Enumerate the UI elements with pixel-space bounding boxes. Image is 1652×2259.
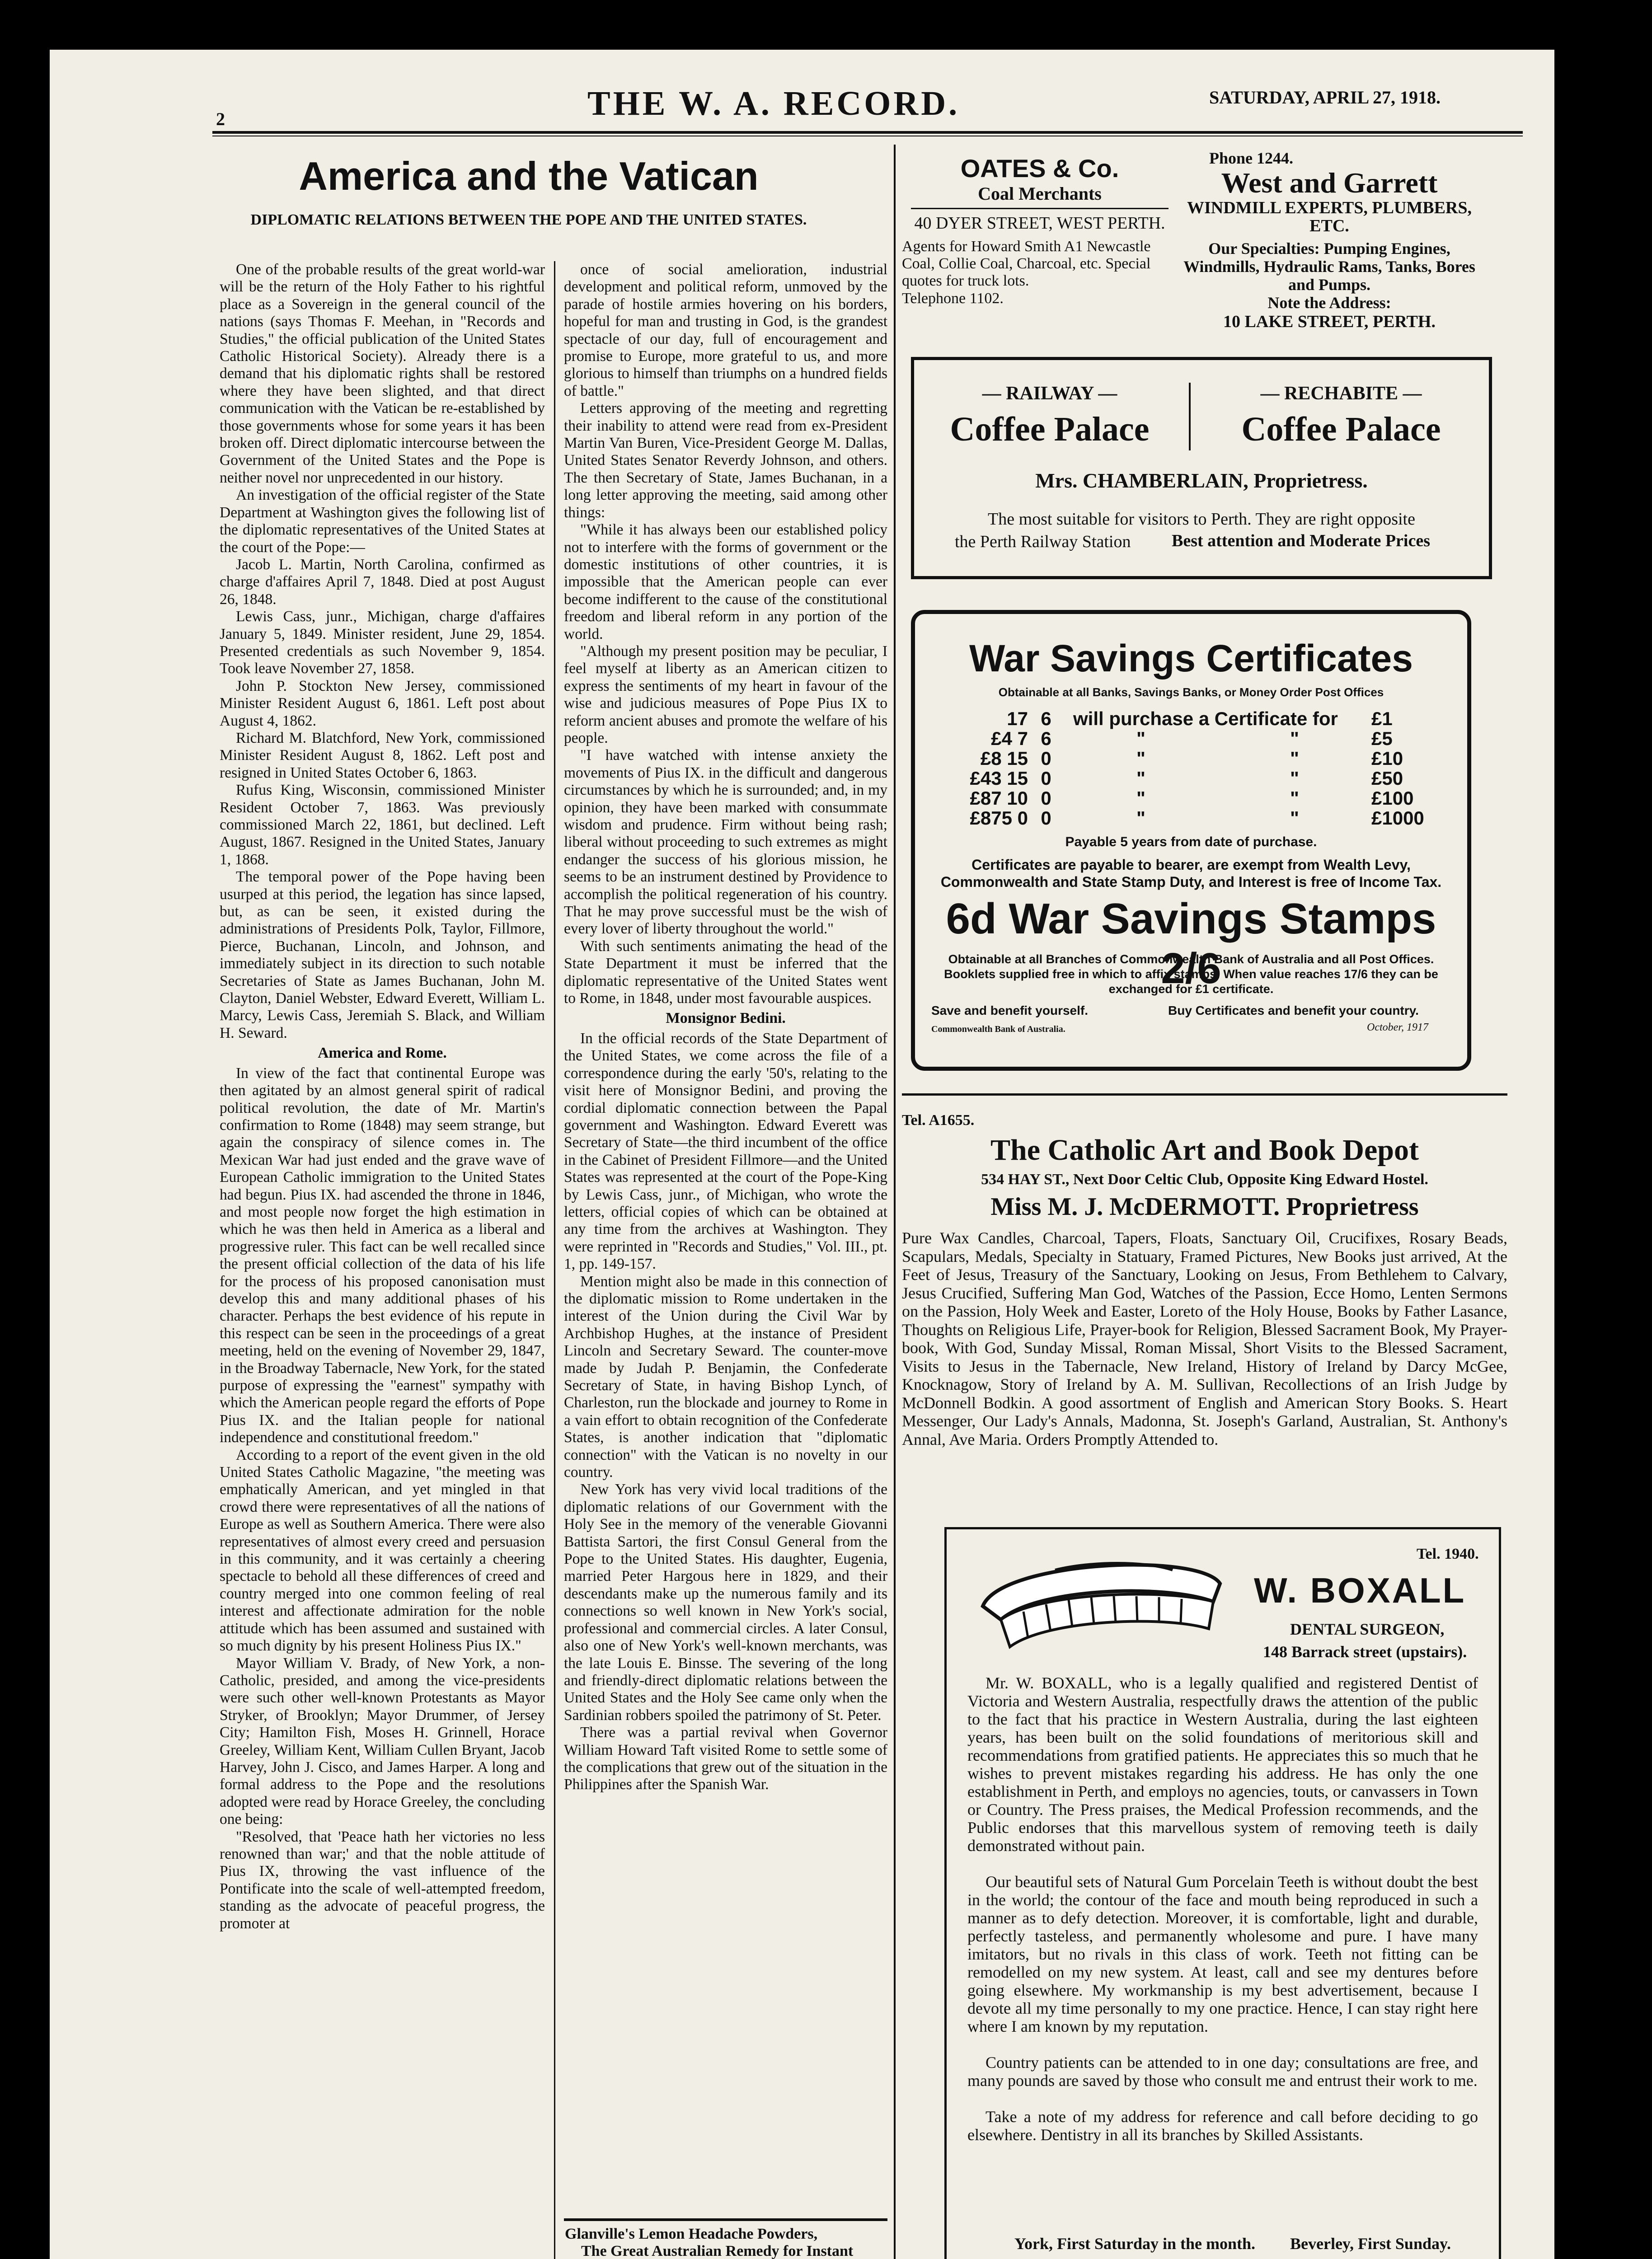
depot-body: Pure Wax Candles, Charcoal, Tapers, Floats, Sanctuary Oil, Crucifixes, Rosary Beads, Scapulars, Medals, Specialty in Statuary, Framed Pictures, New Books just arrived, At the Feet of Jesus, Treasury of the Sanctuary, Looking on Jesus, From Bethlehem to Calvary, Jesus Crucified, Suffering Man God, Watches of the Passion, Ecce Homo, Lenten Sermons on the Passion, Holy Week and Easter, Loreto of the Holy House, Books by Father Lasance, Thoughts on Religious Life, Prayer-book for Religion, Blessed Sacrament Book, My Prayer-book, With God, Sunday Missal, Roman Missal, Short Visits to the Blessed Sacrament, Visits to Jesus in the Tabernacle, New Ireland, History of Ireland by Darcy McGee, Knocknagow, Story of Ireland by A. M. Sullivan, Recollections of an Irish Judge by McDonnell Bodkin. A good assortment of English and American Story Books. S. Heart Messenger, Our Lady's Annals, Madonna, St. Joseph's Garland, Australian, St. Anthony's Annal, Ave Maria. Orders Promptly Attended to.	[902, 1229, 1507, 1448]
paragraph: One of the probable results of the great world-war will be the return of the Holy Father to his rightful place as a Sovereign in the general council of the nations (says Thomas F. Meehan, in "Records and Studies," the official publication of the United States Catholic Historical Society). Already there is a demand that his diplomatic rights shall be restored where they have been slighted, and that direct communication with the Vatican be re-established by those governments whose for some years it has been broken off. Direct diplomatic intercourse between the Government of the United States and the Pope is neither novel nor unprecedented in our history.	[220, 261, 545, 486]
masthead-date: SATURDAY, APRIL 27, 1918.	[1209, 87, 1441, 108]
glanville-ad	[565, 2226, 887, 2259]
coffee-proprietor: Mrs. CHAMBERLAIN, Proprietress.	[1035, 469, 1368, 492]
war-savings-bank: Commonwealth Bank of Australia.	[931, 1024, 1065, 1034]
war-savings-payable: Payable 5 years from date of purchase.	[1065, 834, 1317, 849]
oates-body: Agents for Howard Smith A1 Newcastle Coal, Collie Coal, Charcoal, etc. Special quotes for truck lots.	[902, 238, 1151, 289]
paragraph: New York has very vivid local traditions of the diplomatic relations of our Government with the Holy See in the memory of the venerable Giovanni Battista Sartori, the first Consul General from the Pope to the United States. His daughter, Eugenia, married Peter Hargous here in 1829, and their descendants make up the numerous family and its connections so well known in New York's social, professional and commercial circles. A later Consul, also one of New York's well-known merchants, was the late Louis E. Binsse. The severing of the long and friendly-direct diplomatic relations between the United States and the Holy See came only when the Sardinian robbers spoiled the patrimony of St. Peter.	[564, 1481, 887, 1724]
depot-name: The Catholic Art and Book Depot	[990, 1134, 1419, 1167]
oates-rule	[911, 208, 1169, 209]
boxall-trade: DENTAL SURGEON,	[1290, 1620, 1445, 1638]
boxall-paragraph: Mr. W. BOXALL, who is a legally qualified and registered Dentist of Victoria and Western Australia, respectfully draws the attention of the public to the fact that his practice in Western Australia, during the last eighteen years, has been built on the solid foundations of meritorious skill and recommendations from gratified patients. He appreciates this so much that he wishes to prevent mistakes regarding his address. He has only the one establishment in Perth, and employs no agencies, touts, or canvassers in Town or Country. The Press praises, the Medical Profession recommends, and the Public endorses that this marvellous system of removing teeth is daily demonstrated without pain.	[967, 1674, 1478, 1855]
paragraph: "Although my present position may be peculiar, I feel myself at liberty as an American citizen to express the sentiments of my heart in favour of the wise and judicious measures of Pope Pius IX to reform ancient abuses and promote the welfare of his people.	[564, 642, 887, 746]
paragraph: "Resolved, that 'Peace hath her victories no less renowned than war;' and that the noble attitude of Pius IX, throwing the vast influence of the Pontificate into the scale of well-attempted freedom, standing as the advocate of peaceful progress, the promoter at	[220, 1828, 545, 1932]
ads-divider	[894, 145, 896, 2259]
article-headline: America and the Vatican	[299, 154, 759, 198]
west-garrett-note: Note the Address:	[1267, 294, 1391, 312]
paragraph: once of social amelioration, industrial development and political reform, unmoved by the parade of hostile armies hovering on his borders, hopeful for man and trusting in God, is the grandest spectacle of our day, full of encouragement and promise to Europe, more grateful to us, and more glorious to himself than triumphs on a hundred fields of battle."	[564, 261, 887, 399]
cert-row: £875 0 0 " " £1000	[970, 807, 1424, 829]
oates-phone: Telephone 1102.	[902, 290, 1004, 307]
section-subhead: America and Rome.	[318, 1045, 447, 1062]
boxall-paragraph: Country patients can be attended to in one day; consultations are free, and many pounds are saved by those who consult me and entrust their work to me.	[967, 2053, 1478, 2090]
war-savings-buy: Buy Certificates and benefit your country.	[1168, 1003, 1419, 1017]
paragraph: Rufus King, Wisconsin, commissioned Minister Resident October 7, 1863. Was previously commissioned March 22, 1861, but declined. Left August, 1867. Resigned in the United States, January 1, 1868.	[220, 782, 545, 868]
section-subhead: Monsignor Bedini.	[666, 1010, 786, 1027]
paragraph: Mention might also be made in this connection of the diplomatic mission to Rome undertaken in the interest of the Union during the Civil War by Archbishop Hughes, at the instance of President Lincoln and Secretary Seward. The counter-move made by Judah P. Benjamin, the Confederate Secretary of State, in having Bishop Lynch, of Charleston, run the blockade and journey to Rome in a vain effort to obtain recognition of the Confederate States, is another indication that "diplomatic connection" with the Vatican is no novelty in our country.	[564, 1273, 887, 1481]
paragraph: With such sentiments animating the head of the State Department it must be inferred that the diplomatic representative of the United States went to Rome, in 1848, under most favourable auspices.	[564, 937, 887, 1007]
west-garrett-phone: Phone 1244.	[1209, 149, 1294, 167]
war-savings-subtitle: Obtainable at all Banks, Savings Banks, or Money Order Post Offices	[998, 685, 1384, 699]
boxall-body	[967, 1674, 1478, 2144]
boxall-paragraph: Our beautiful sets of Natural Gum Porcelain Teeth is without doubt the best in the world; the contour of the face and mouth being reproduced in such a manner as to defy detection. Moreover, it is comfortable, light and durable, perfectly tasteless, and permanently wholesome and pure. I have many imitators, but no rivals in this class of work. Teeth not fitting can be remodelled on my new system. At least, call and see my dentures before going elsewhere. My workmanship is my best advertisement, because I devote all my time personally to my one practice. Hence, I can stay right here where I am known by my reputation.	[967, 1873, 1478, 2035]
west-garrett-address: 10 LAKE STREET, PERTH.	[1223, 312, 1436, 331]
section-rule	[902, 1093, 1507, 1096]
oates-trade: Coal Merchants	[978, 183, 1102, 204]
coffee-palace-ad	[911, 357, 1492, 579]
war-savings-cert-note: Certificates are payable to bearer, are exempt from Wealth Levy, Commonwealth and State Stamp Duty, and Interest is free of Income Tax.	[940, 857, 1442, 890]
boxall-ad	[944, 1527, 1501, 2259]
page-number: 2	[216, 109, 225, 129]
paragraph: Lewis Cass, junr., Michigan, charge d'affaires January 5, 1849. Minister resident, June 29, 1854. Presented credentials as such November 9, 1854. Took leave November 27, 1858.	[220, 608, 545, 677]
paragraph: There was a partial revival when Governor William Howard Taft visited Rome to settle some of the complications that grew out of the situation in the Philippines after the Spanish War.	[564, 1724, 887, 1793]
cert-row: £87 10 0 " " £100	[970, 787, 1414, 809]
cert-row: £43 15 0 " " £50	[970, 768, 1403, 789]
coffee-line2a: the Perth Railway Station	[955, 532, 1131, 551]
war-savings-date: October, 1917	[1367, 1022, 1428, 1033]
oates-ad	[902, 154, 1178, 308]
boxall-beverley: Beverley, First Sunday.	[1290, 2235, 1451, 2253]
depot-proprietor: Miss M. J. McDERMOTT. Proprietress	[990, 1193, 1419, 1221]
paragraph: Richard M. Blatchford, New York, commissioned Minister Resident August 8, 1862. Left post and resigned in United States October 6, 1863.	[220, 729, 545, 781]
cert-row: 17 6 will purchase a Certificate for £1	[1007, 708, 1393, 729]
article-column-2	[564, 261, 887, 2204]
article-subhead: DIPLOMATIC RELATIONS BETWEEN THE POPE AND THE UNITED STATES.	[250, 211, 807, 228]
paragraph: "While it has always been our established policy not to interfere with the forms of government or the domestic institutions of other countries, it is impossible that the American people can ever become indifferent to the cause of the constitutional freedom and liberal reform in any portion of the world.	[564, 521, 887, 642]
west-garrett-trade: WINDMILL EXPERTS, PLUMBERS, ETC.	[1187, 198, 1472, 235]
boxall-address: 148 Barrack street (upstairs).	[1263, 1643, 1467, 1661]
west-garrett-ad	[1180, 149, 1478, 332]
oates-address: 40 DYER STREET, WEST PERTH.	[914, 214, 1165, 233]
war-savings-ad	[911, 610, 1471, 1071]
paragraph: Jacob L. Martin, North Carolina, confirmed as charge d'affaires April 7, 1848. Died at post August 26, 1848.	[220, 556, 545, 608]
depot-tel: Tel. A1655.	[902, 1112, 975, 1129]
rechabite-coffee-palace: Coffee Palace	[1241, 410, 1441, 448]
railway-coffee-palace: Coffee Palace	[950, 410, 1150, 448]
west-garrett-specialties: Our Specialties: Pumping Engines, Windmills, Hydraulic Rams, Tanks, Bores and Pumps.	[1183, 239, 1475, 294]
rechabite-label: — RECHABITE —	[1260, 383, 1422, 404]
glanville-body: The Great Australian Remedy for Instant	[581, 2243, 854, 2259]
article-column-1	[220, 261, 545, 2259]
cert-row: £4 7 6 " " £5	[991, 728, 1393, 749]
oates-name: OATES & Co.	[960, 154, 1119, 183]
depot-address: 534 HAY ST., Next Door Celtic Club, Opposite King Edward Hostel.	[981, 1171, 1428, 1188]
boxall-tel: Tel. 1940.	[1417, 1546, 1479, 1562]
coffee-divider	[1189, 383, 1191, 450]
coffee-line2b: Best attention and Moderate Prices	[1172, 531, 1430, 550]
paragraph: An investigation of the official register of the State Department at Washington gives the following list of the diplomatic representatives of the United States at the court of the Pope:—	[220, 487, 545, 556]
paragraph: Mayor William V. Brady, of New York, a non-Catholic, presided, and among the vice-presidents were such other well-known Protestants as Mayor Stryker, of Brooklyn; Mayor Drummer, of Jersey City; Hamilton Fish, Moses H. Grinnell, Horace Greeley, William Kent, William Cullen Bryant, Jacob Harvey, John J. Cisco, and James Harper. A long and formal address to the Pope and the resolutions adopted were read by Horace Greeley, the concluding one being:	[220, 1654, 545, 1828]
cert-row: £8 15 0 " " £10	[980, 748, 1403, 769]
paragraph: In the official records of the State Department of the United States, we come across the file of a correspondence during the early '50's, relating to the visit here of Monsignor Bedini, and proving the cordial diplomatic connection between the Papal government and Washington. Edward Everett was Secretary of State—the third incumbent of the office in the Cabinet of President Fillmore—and the United States was represented at the court of the Pope-King by Lewis Cass, junr., of Michigan, who wrote the letters, official copies of which can be obtained at any time from the archives at Washington. They were reprinted in "Records and Studies," Vol. III., pt. 1, pp. 149-157.	[564, 1030, 887, 1273]
war-savings-title: War Savings Certificates	[969, 637, 1413, 680]
coffee-line1: The most suitable for visitors to Perth. They are right opposite	[988, 510, 1415, 529]
war-savings-save: Save and benefit yourself.	[931, 1003, 1088, 1017]
boxall-name: W. BOXALL	[1254, 1570, 1466, 1610]
boxall-paragraph: Take a note of my address for reference and call before deciding to go elsewhere. Dentistry in all its branches by Skilled Assistants.	[967, 2108, 1478, 2144]
masthead-rule	[212, 131, 1523, 134]
paragraph: John P. Stockton New Jersey, commissioned Minister Resident August 6, 1861. Left post about August 4, 1862.	[220, 677, 545, 729]
paragraph: The temporal power of the Pope having been usurped at this period, the legation has since lapsed, but, as can be seen, it existed during the administrations of Presidents Polk, Taylor, Fillmore, Pierce, Buchanan, Lincoln, and Johnson, and immediately subject in its direction to such notable Secretaries of State as James Buchanan, John M. Clayton, Daniel Webster, Edward Everett, William L. Marcy, Lewis Cass, Jeremiah S. Black, and William H. Seward.	[220, 868, 545, 1041]
war-savings-stamps-note: Obtainable at all Branches of Commonwealth Bank of Australia and all Post Offices. Booklets supplied free in which to affix stamps. When value reaches 17/6 they can be exchanged for £1 certificate.	[944, 952, 1438, 996]
paragraph: According to a report of the event given in the old United States Catholic Magazine, "the meeting was emphatically American, and yet mingled in that crowd there were representatives of all the nations of Europe as well as Southern America. There were also representatives of almost every creed and persuasion in this community, and it was certainly a cheering spectacle to behold all these differences of creed and country merged into one common feeling of real interest and affectionate admiration for the noble attitude which has been assumed and sustained with so much dignity by his present Holiness Pius IX."	[220, 1446, 545, 1654]
book-depot-ad	[902, 1111, 1507, 1448]
railway-label: — RAILWAY —	[982, 383, 1117, 404]
boxall-york: York, First Saturday in the month.	[1014, 2235, 1256, 2253]
glanville-heading: Glanville's Lemon Headache Powders,	[565, 2226, 818, 2242]
dentures-icon	[974, 1552, 1227, 1656]
ad-rule	[564, 2218, 887, 2221]
paragraph: In view of the fact that continental Europe was then agitated by an almost general spirit of radical political revolution, the date of Mr. Martin's confirmation to Rome (1848) may seem strange, but again the conspiracy of silence comes in. The Mexican War had just ended and the grave wave of European Catholic immigration to the United States had begun. Pius IX. had ascended the throne in 1846, and most people now forget the high estimation in which he was then held in America as a liberal and progressive ruler. This fact can be well recalled since the present official collection of the data of his life for the process of his proposed canonisation must develop this and many additional phases of his character. Perhaps the best evidence of his repute in this respect can be seen in the proceedings of a great meeting, held on the evening of November 29, 1847, in the Broadway Tabernacle, New York, for the stated purpose of expressing the "earnest" sympathy with which the American people regard the efforts of Pope Pius IX. and the Italian people for national independence and constitutional freedom."	[220, 1064, 545, 1446]
war-savings-stamps: 6d War Savings Stamps 2/6	[946, 895, 1436, 993]
masthead-title: THE W. A. RECORD.	[587, 84, 960, 122]
paragraph: "I have watched with intense anxiety the movements of Pius IX. in the difficult and dangerous circumstances by which he is surrounded; and, in my opinion, they have been marked with consummate wisdom and prudence. Firm without being rash; liberal without proceeding to such extremes as might endanger the success of his glorious mission, he seems to be an instrument destined by Providence to accomplish the political regeneration of his country. That he may prove successful must be the wish of every lover of liberty throughout the world."	[564, 747, 887, 937]
paragraph: Letters approving of the meeting and regretting their inability to attend were read from ex-President Martin Van Buren, Vice-President George M. Dallas, United States Senator Reverdy Johnson, and others. The then Secretary of State, James Buchanan, in a long letter approving the meeting, said among other things:	[564, 400, 887, 521]
column-divider	[554, 261, 555, 2259]
war-savings-table	[942, 709, 1439, 828]
west-garrett-name: West and Garrett	[1221, 167, 1438, 199]
